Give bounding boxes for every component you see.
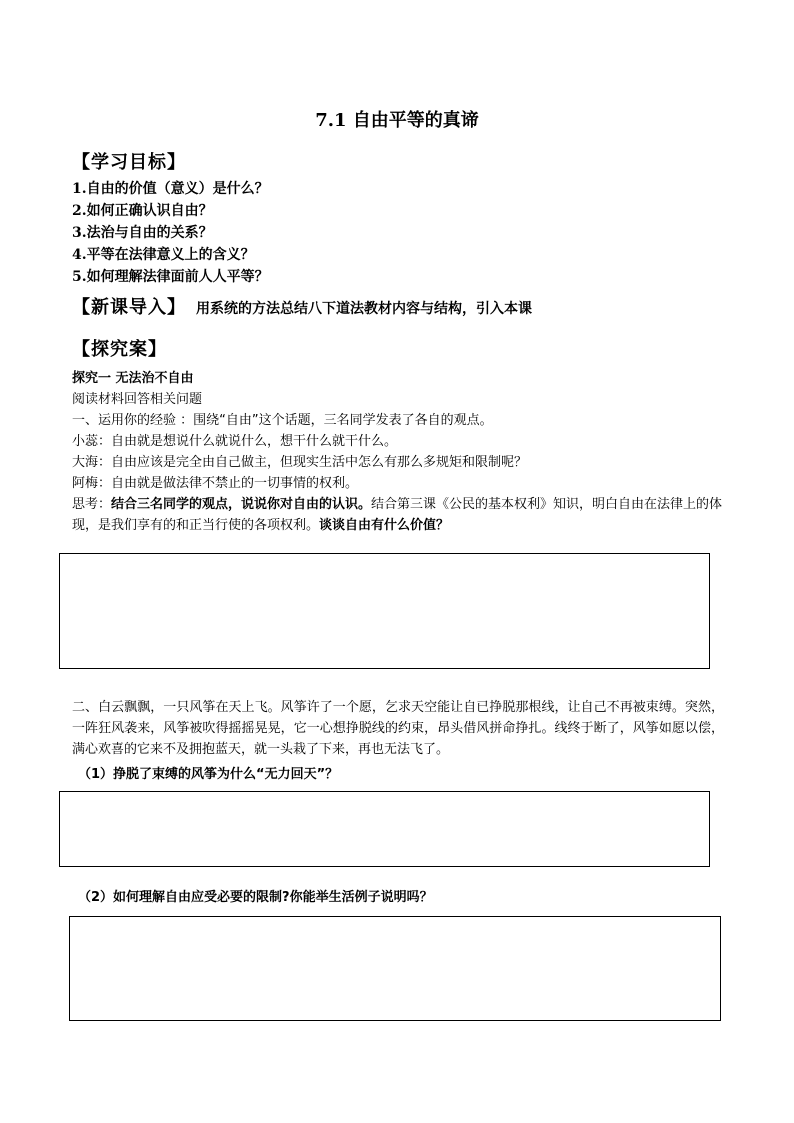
- objective-item: 4.平等在法律意义上的含义？: [72, 247, 255, 263]
- question-1: （1）挣脱了束缚的风筝为什么“无力回天”？: [78, 767, 339, 782]
- inquiry-heading: 【探究案】: [72, 339, 167, 360]
- page-title: 7.1 自由平等的真谛: [315, 110, 479, 131]
- answer-box-q1[interactable]: [59, 791, 710, 867]
- objective-item: 3.法治与自由的关系？: [72, 225, 213, 241]
- section-title: 探究一 无法治不自由: [72, 371, 194, 386]
- instruction-text: 阅读材料回答相关问题: [72, 392, 203, 407]
- think-question: 思考：结合三名同学的观点，说说你对自由的认识。结合第三课《公民的基本权利》知识，明白自由在法律上的体现，是我们享有的和正当行使的各项权利。谈谈自由有什么价值？: [72, 497, 723, 533]
- objective-item: 1.自由的价值（意义）是什么？: [72, 181, 269, 197]
- material-one-intro: 一、运用你的经验 ：围绕“自由”这个话题，三名同学发表了各自的观点。: [72, 413, 493, 428]
- opinion-xiaorui: 小蕊：自由就是想说什么就说什么，想干什么就干什么。: [72, 434, 398, 449]
- opinion-dahai: 大海：自由应该是完全由自己做主，但现实生活中怎么有那么多规矩和限制呢？: [72, 455, 528, 470]
- opinion-amei: 阿梅：自由就是做法律不禁止的一切事情的权利。: [72, 476, 359, 491]
- material-two-text: 二、白云飘飘，一只风筝在天上飞。风筝许了一个愿，乞求天空能让自已挣脱那根线，让自己不再被束缚。突然，一阵狂风袭来，风筝被吹得摇摇晃晃，它一心想挣脱线的约束，昂头借风拼命挣扎。线终于断了，风筝如愿以偿，满心欢喜的它来不及拥抱蓝天，就一头栽了下来，再也无法飞了。: [72, 700, 724, 757]
- intro-heading: 【新课导入】: [72, 297, 186, 318]
- objective-item: 2.如何正确认识自由？: [72, 203, 213, 219]
- answer-box-think[interactable]: [59, 553, 710, 669]
- objectives-heading: 【学习目标】: [72, 152, 186, 173]
- question-2: （2）如何理解自由应受必要的限制?你能举生活例子说明吗？: [78, 890, 433, 905]
- inquiry-one-text: [72, 368, 724, 536]
- intro-text: 用系统的方法总结八下道法教材内容与结构，引入本课: [196, 301, 532, 317]
- objective-item: 5.如何理解法律面前人人平等？: [72, 269, 269, 285]
- answer-box-q2[interactable]: [69, 916, 721, 1021]
- intro-line: [72, 293, 532, 319]
- objectives-list: [72, 178, 269, 288]
